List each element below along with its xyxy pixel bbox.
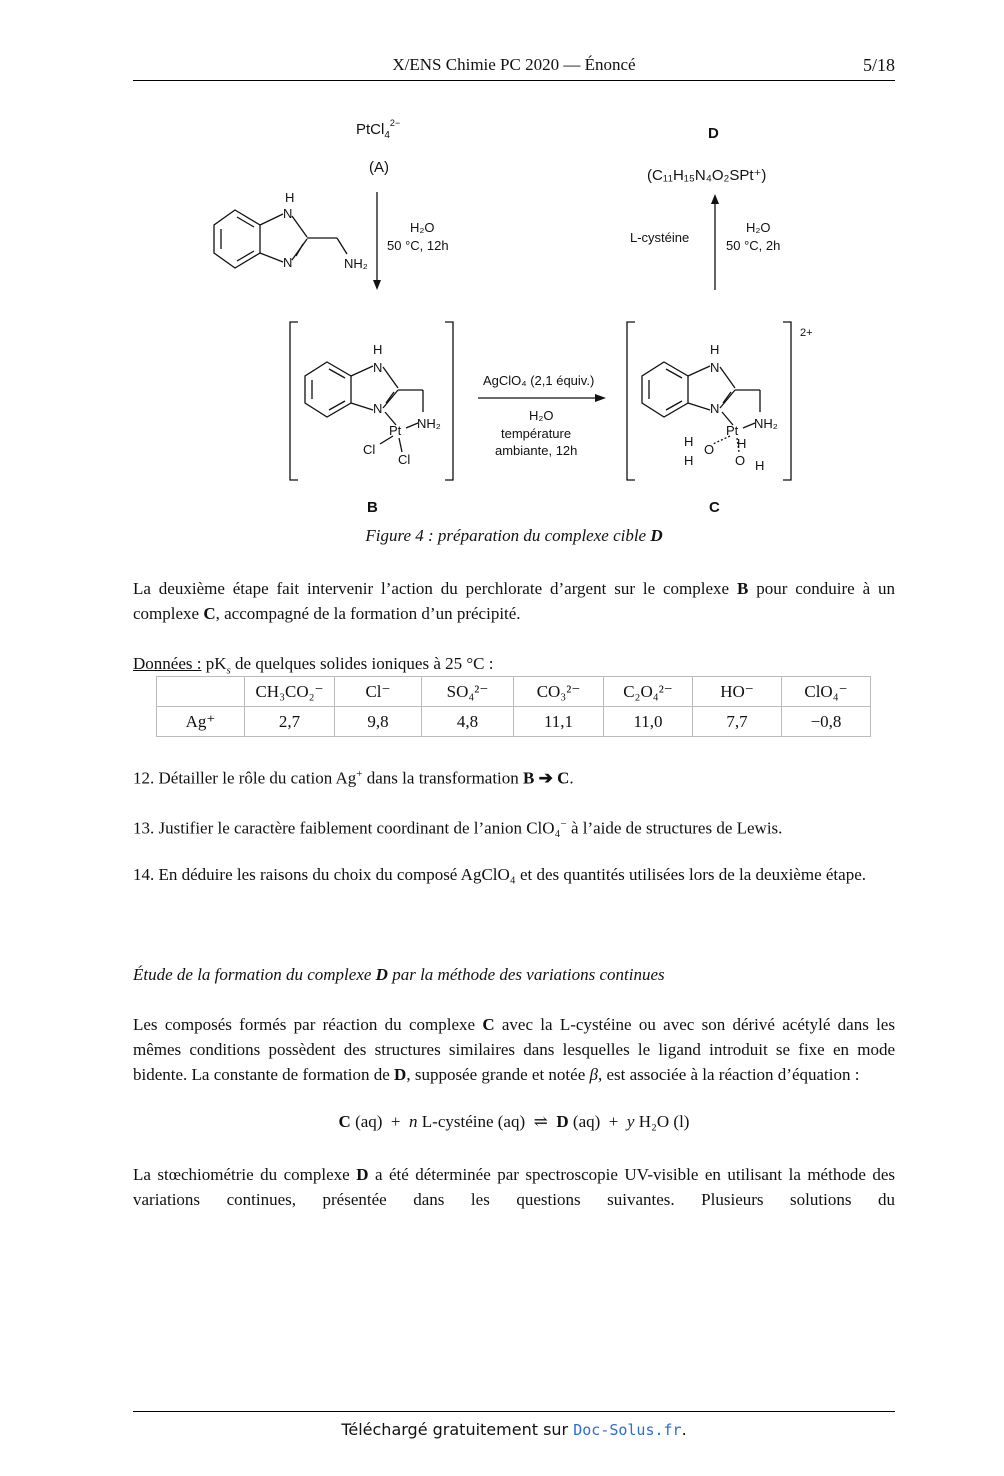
question-14: 14. En déduire les raisons du choix du composé AgClO₄ et des quantités utilisées lors de la deuxième étape. (133, 865, 866, 884)
page-header (133, 55, 895, 81)
svg-text:O: O (735, 453, 746, 468)
question-12: 12. Détailler le rôle du cation Ag+ dans la transformation B ➔ C. (133, 768, 574, 788)
table-header-row: CH₃CO₂⁻ Cl⁻ SO₄²⁻ CO₃²⁻ C₂O₄²⁻ HO⁻ ClO₄⁻ (157, 677, 871, 707)
svg-text:H: H (285, 190, 295, 205)
svg-text:température: température (501, 426, 572, 441)
svg-text:Pt: Pt (726, 423, 739, 438)
svg-text:N: N (283, 255, 293, 270)
svg-text:H₂O: H₂O (529, 408, 554, 423)
table-row: Ag⁺ 2,7 9,8 4,8 11,1 11,0 7,7 −0,8 (157, 707, 871, 737)
page-footer: Téléchargé gratuitement sur Doc-Solus.fr. (341, 1420, 687, 1439)
svg-text:Cl: Cl (398, 452, 411, 467)
reaction-equation: C (aq) + n L-cystéine (aq) ⇌ D (aq) + y H₂O (l) (338, 1112, 690, 1131)
section-heading: Étude de la formation du complexe D par la méthode des variations continues (133, 965, 665, 984)
paragraph-formation: Les composés formés par réaction du complexe C avec la L-cystéine ou avec son dérivé acétylé dans les mêmes conditions possèdent des structures similaires dans lesquelles le ligand introduit se fixe en mode bidente. La constante de formation de D, supposée grande et notée β, est associée à la réaction d’équation : (133, 1015, 895, 1084)
header-rule (133, 80, 895, 81)
formula-d: (C₁₁H₁₅N₄O₂SPt⁺) (647, 167, 767, 184)
label-d: D (708, 125, 719, 142)
svg-text:AgClO₄ (2,1 équiv.): AgClO₄ (2,1 équiv.) (483, 373, 595, 388)
footer-rule (133, 1411, 895, 1412)
molecule-a (214, 190, 368, 271)
paragraph-step2: La deuxième étape fait intervenir l’action du perchlorate d’argent sur le complexe B pour conduire à un complexe C, accompagné de la formation d’un précipité. (133, 579, 896, 623)
svg-text:H: H (373, 342, 383, 357)
complex-b (290, 322, 453, 480)
svg-text:H: H (755, 458, 765, 473)
svg-text:N: N (283, 206, 293, 221)
svg-text:H: H (684, 434, 694, 449)
svg-text:Pt: Pt (389, 423, 402, 438)
label-c: C (709, 499, 720, 516)
svg-text:Cl: Cl (363, 442, 376, 457)
ptcl4-label: PtCl$_4^{2-}$ (356, 118, 401, 141)
data-intro: Données : $pK_s$ de quelques solides ioniques à 25 °C : (133, 654, 494, 677)
svg-text:L-cystéine: L-cystéine (630, 230, 690, 245)
figure-caption: Figure 4 : préparation du complexe cible D (365, 526, 663, 545)
svg-text:O: O (704, 442, 715, 457)
svg-text:H: H (737, 436, 747, 451)
svg-text:N: N (710, 401, 720, 416)
question-13: 13. Justifier le caractère faiblement coordinant de l’anion ClO₄− à l’aide de structures de Lewis. (133, 818, 783, 838)
label-a: (A) (369, 159, 389, 176)
paragraph-stoichiometry: La stœchiométrie du complexe D a été déterminée par spectroscopie UV-visible en utilisant la méthode des variations continues, présentée dans les questions suivantes. Plusieurs solutions du (133, 1165, 896, 1209)
svg-text:NH₂: NH₂ (754, 416, 778, 431)
svg-text:N: N (710, 360, 720, 375)
svg-text:H₂O: H₂O (410, 220, 435, 235)
svg-text:H: H (710, 342, 720, 357)
svg-text:50 °C, 2h: 50 °C, 2h (726, 238, 781, 253)
label-b: B (367, 499, 378, 516)
svg-text:H: H (684, 453, 694, 468)
svg-text:NH₂: NH₂ (417, 416, 441, 431)
doc-solus-link[interactable]: Doc-Solus.fr (573, 1421, 682, 1439)
header-title: X/ENS Chimie PC 2020 — Énoncé (392, 55, 636, 74)
svg-text:N: N (373, 401, 383, 416)
pks-table (156, 676, 871, 737)
svg-text:H₂O: H₂O (746, 220, 771, 235)
reaction-scheme (133, 110, 895, 520)
svg-text:NH₂: NH₂ (344, 256, 368, 271)
page-number: 5/18 (862, 55, 895, 75)
svg-text:ambiante, 12h: ambiante, 12h (495, 443, 578, 458)
charge-c: 2+ (800, 327, 813, 339)
svg-text:N: N (373, 360, 383, 375)
complex-c (627, 322, 791, 480)
svg-text:50 °C, 12h: 50 °C, 12h (387, 238, 449, 253)
